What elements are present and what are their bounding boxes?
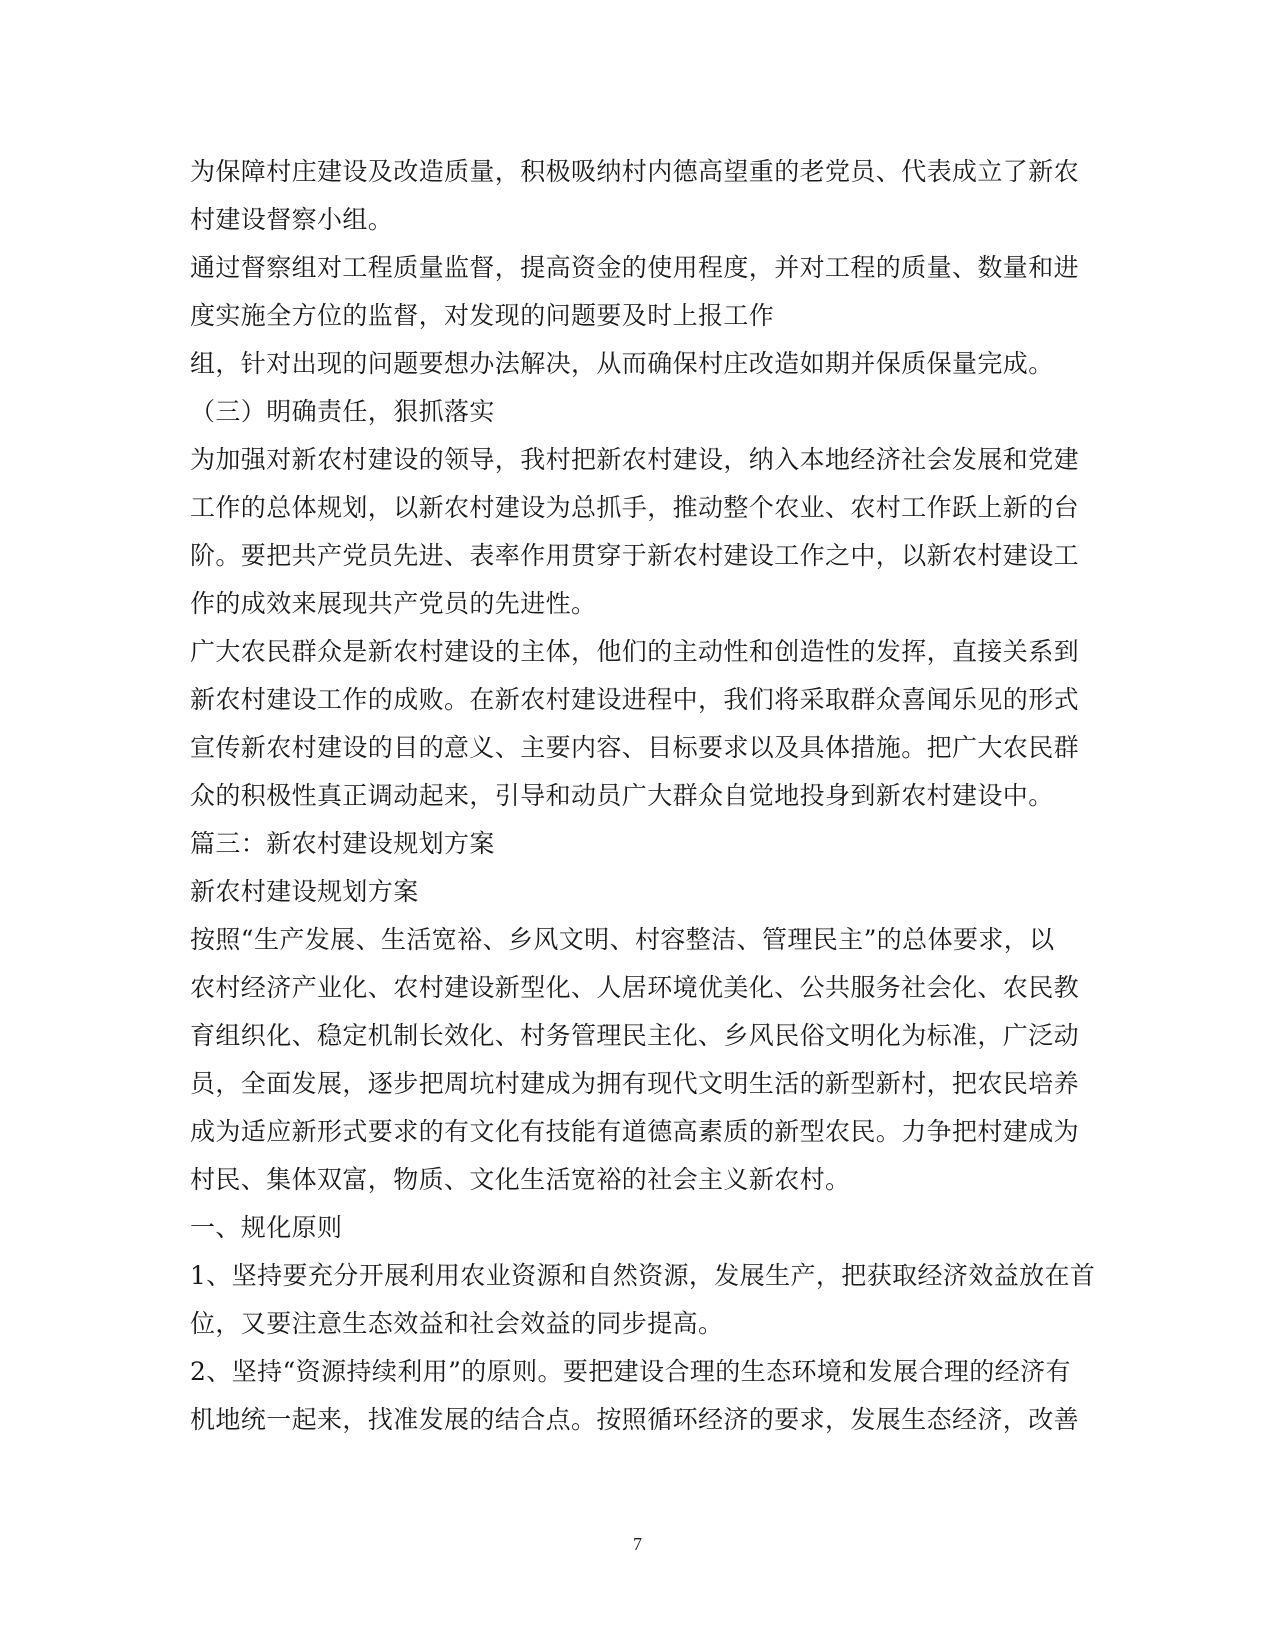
text-line: 农村经济产业化、农村建设新型化、人居环境优美化、公共服务社会化、农民教	[190, 973, 1080, 1002]
text-line: 村民、集体双富，物质、文化生活宽裕的社会主义新农村。	[190, 1165, 851, 1194]
text-line: 位，又要注意生态效益和社会效益的同步提高。	[190, 1309, 724, 1338]
document-title: 新农村建设规划方案	[190, 877, 419, 906]
text-line: 组，针对出现的问题要想办法解决，从而确保村庄改造如期并保质保量完成。	[190, 349, 1054, 378]
text-line: 机地统一起来，找准发展的结合点。按照循环经济的要求，发展生态经济，改善	[190, 1405, 1080, 1434]
text-line: 按照“生产发展、生活宽裕、乡风文明、村容整洁、管理民主”的总体要求，以	[190, 925, 1055, 954]
section-heading: （三）明确责任，狠抓落实	[190, 397, 495, 426]
text-line: 宣传新农村建设的目的意义、主要内容、目标要求以及具体措施。把广大农民群	[190, 733, 1080, 762]
text-line: 作的成效来展现共产党员的先进性。	[190, 589, 597, 618]
text-line: 新农村建设工作的成败。在新农村建设进程中，我们将采取群众喜闻乐见的形式	[190, 685, 1080, 714]
text-line: 众的积极性真正调动起来，引导和动员广大群众自觉地投身到新农村建设中。	[190, 781, 1054, 810]
text-line: 通过督察组对工程质量监督，提高资金的使用程度，并对工程的质量、数量和进	[190, 253, 1080, 282]
document-body	[190, 148, 1096, 1444]
page-number: 7	[633, 1534, 642, 1554]
list-item: 1、坚持要充分开展利用农业资源和自然资源，发展生产，把获取经济效益放在首	[190, 1261, 1096, 1290]
section-heading: 一、规化原则	[190, 1213, 343, 1242]
text-line: 工作的总体规划，以新农村建设为总抓手，推动整个农业、农村工作跃上新的台	[190, 493, 1080, 522]
text-line: 阶。要把共产党员先进、表率作用贯穿于新农村建设工作之中，以新农村建设工	[190, 541, 1080, 570]
text-line: 育组织化、稳定机制长效化、村务管理民主化、乡风民俗文明化为标准，广泛动	[190, 1021, 1080, 1050]
text-line: 员，全面发展，逐步把周坑村建成为拥有现代文明生活的新型新村，把农民培养	[190, 1069, 1080, 1098]
text-line: 为保障村庄建设及改造质量，积极吸纳村内德高望重的老党员、代表成立了新农	[190, 157, 1080, 186]
chapter-heading: 篇三：新农村建设规划方案	[190, 829, 495, 858]
list-item: 2、坚持“资源持续利用”的原则。要把建设合理的生态环境和发展合理的经济有	[190, 1357, 1071, 1386]
text-line: 成为适应新形式要求的有文化有技能有道德高素质的新型农民。力争把村建成为	[190, 1117, 1080, 1146]
text-line: 广大农民群众是新农村建设的主体，他们的主动性和创造性的发挥，直接关系到	[190, 637, 1080, 666]
text-line: 为加强对新农村建设的领导，我村把新农村建设，纳入本地经济社会发展和党建	[190, 445, 1080, 474]
text-line: 度实施全方位的监督，对发现的问题要及时上报工作	[190, 301, 775, 330]
text-line: 村建设督察小组。	[190, 205, 394, 234]
